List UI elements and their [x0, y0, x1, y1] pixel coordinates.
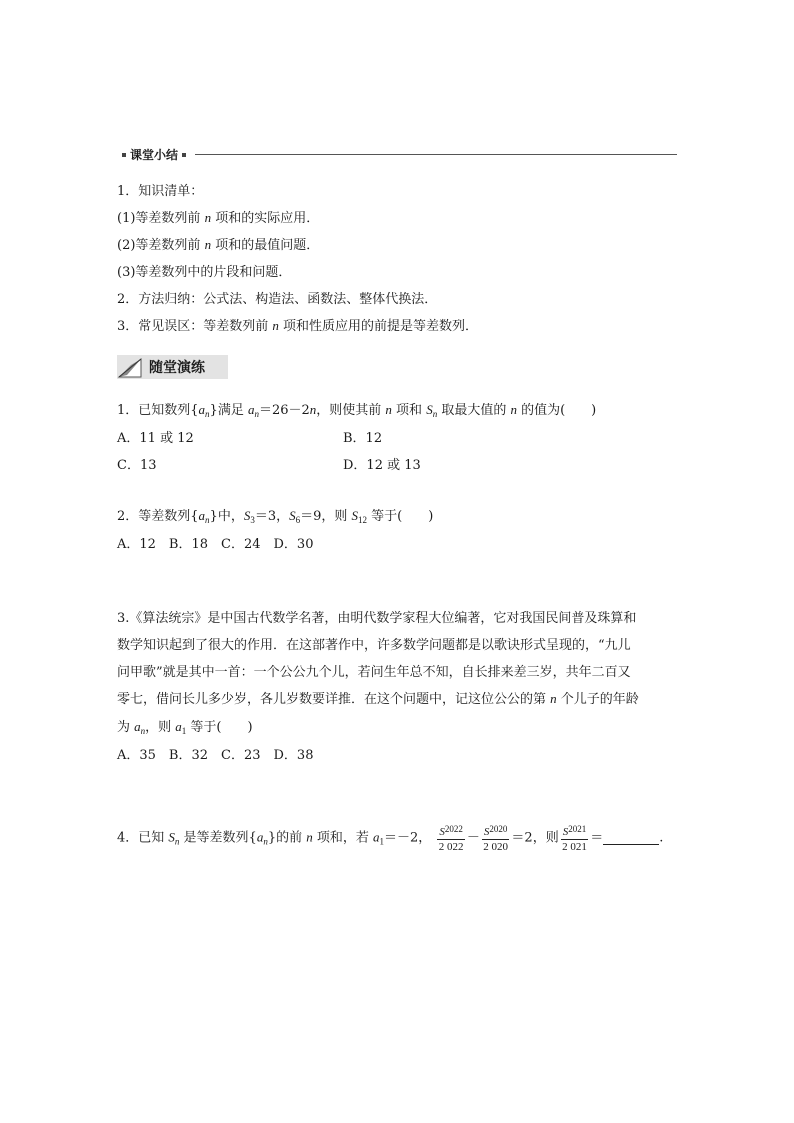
summary-line-4: (3)等差数列中的片段和问题．	[117, 265, 292, 280]
bullet-square-icon	[122, 153, 126, 157]
practice-section-badge	[117, 355, 228, 379]
question-4-stem: 4．已知 $S_n$ 是等差数列$\{a_n\}$的前 n 项和，若 $a_1=-2$， $\frac{S^{2022}}{2 022}$ － $\frac{S^{2020}}{2 020}$ ＝2，则 $\frac{S^{2021}}{2 021}$ ＝ .	[117, 824, 664, 853]
question-1-option-a: A．11 或 12	[117, 431, 194, 446]
question-1-option-d: D．12 或 13	[343, 458, 421, 473]
summary-section-header	[118, 146, 190, 163]
fraction-s2021: $\frac{S^{2021}}{2 021}$	[562, 824, 587, 853]
summary-title: 课堂小结	[130, 148, 179, 162]
question-3-line-5: 为 $a_n$，则 $a_1$ 等于( )	[117, 719, 253, 736]
question-1-option-b: B．12	[343, 431, 383, 446]
summary-line-5: 2．方法归纳：公式法、构造法、函数法、整体代换法．	[117, 292, 438, 307]
question-1-stem: 1．已知数列$\{a_n\}$满足 $a_n=26-2n$，则使其前 n 项和 $S_n$ 取最大值的 n 的值为( )	[117, 402, 597, 419]
answer-blank	[603, 832, 659, 845]
question-2-options: A．12 B．18 C．24 D．30	[117, 537, 314, 552]
question-3-line-4: 零七，借问长儿多少岁，各儿岁数要详推．在这个问题中，记这位公公的第 n 个儿子的年龄	[117, 691, 639, 707]
question-1-option-c: C．13	[117, 458, 157, 473]
summary-line-2: (1)等差数列前 n 项和的实际应用．	[117, 210, 320, 226]
summary-line-6: 3．常见误区：等差数列前 n 项和性质应用的前提是等差数列．	[117, 318, 479, 334]
question-3-line-1: 3.《算法统宗》是中国古代数学名著，由明代数学家程大位编著，它对我国民间普及珠算和	[117, 611, 637, 626]
fraction-s2020: $\frac{S^{2020}}{2 020}$	[483, 824, 509, 853]
practice-title: 随堂演练	[149, 360, 205, 376]
summary-line-3: (2)等差数列前 n 项和的最值问题．	[117, 237, 320, 253]
question-3-options: A．35 B．32 C．23 D．38	[117, 748, 314, 763]
question-3-line-2: 数学知识起到了很大的作用．在这部著作中，许多数学问题都是以歌诀形式呈现的，“九儿	[117, 638, 631, 653]
header-rule	[195, 154, 677, 155]
bullet-square-icon	[182, 153, 186, 157]
question-3-line-3: 问甲歌”就是其中一首：一个公公九个儿，若问生年总不知，自长排来差三岁，共年二百又	[117, 665, 631, 680]
fraction-s2022: $\frac{S^{2022}}{2 022}$	[438, 824, 464, 853]
question-2-stem: 2．等差数列$\{a_n\}$中，$S_3=3$，$S_6=9$，则 $S_{12}$ 等于( )	[117, 508, 434, 525]
summary-line-1: 1．知识清单：	[117, 184, 204, 199]
page-corner-icon	[117, 355, 143, 379]
